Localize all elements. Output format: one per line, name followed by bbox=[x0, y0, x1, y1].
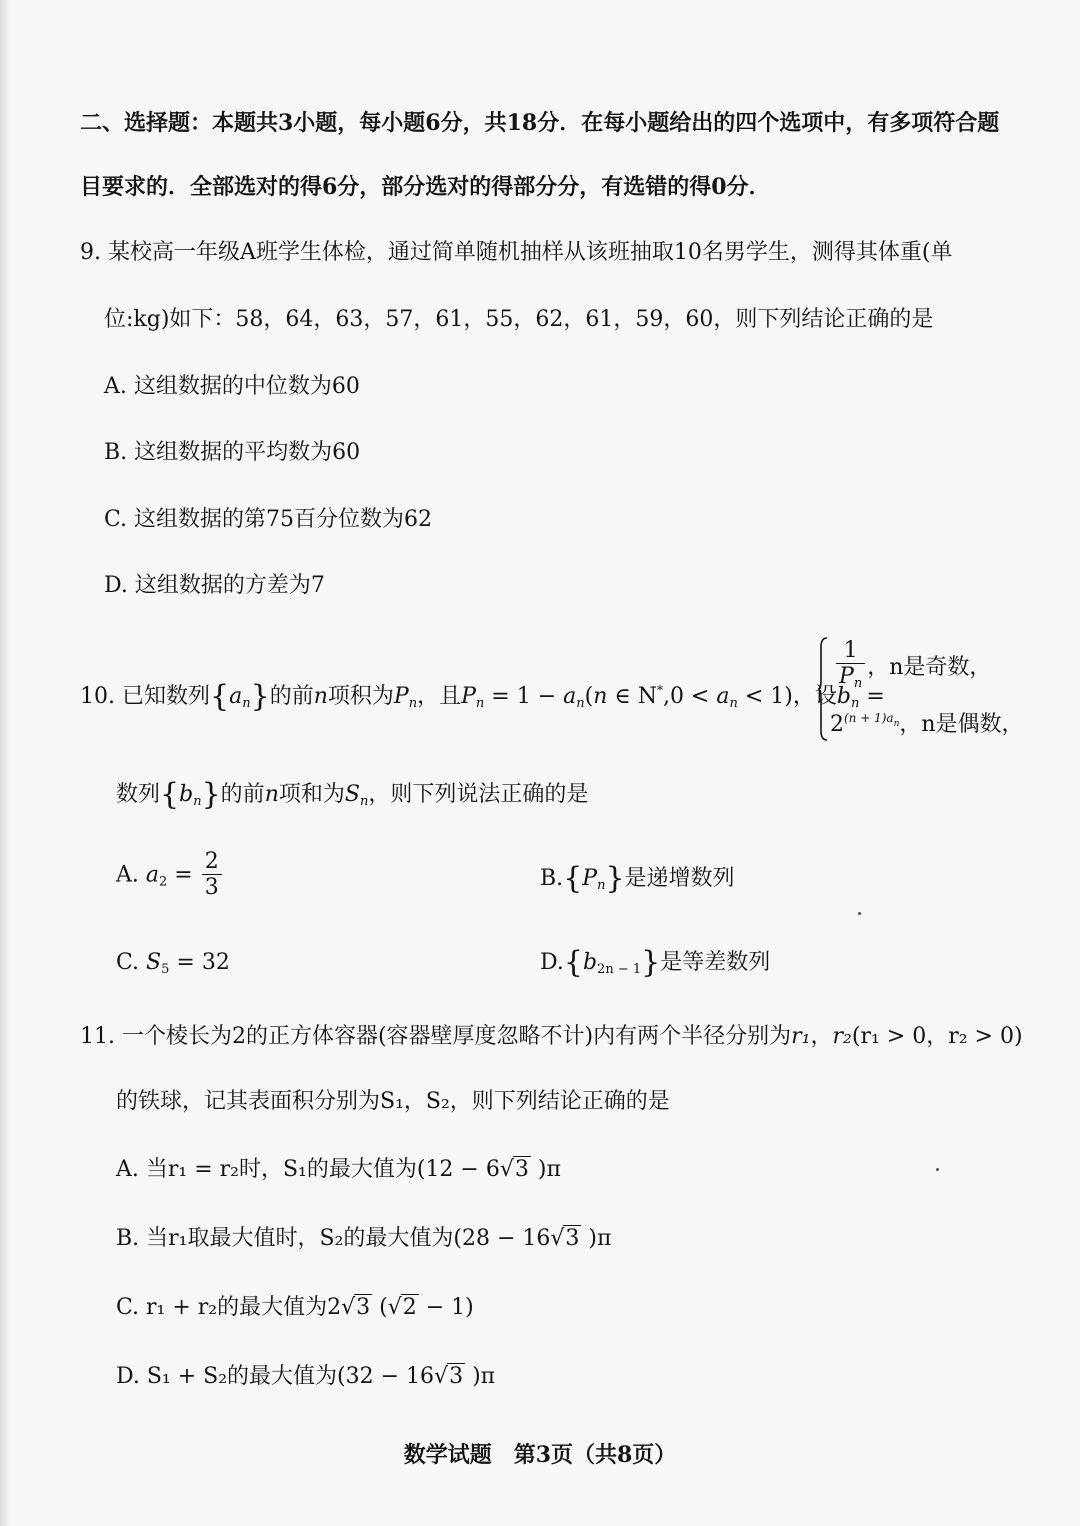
q9-option-a: A. 这组数据的中位数为60 bbox=[104, 374, 360, 399]
q9-option-b: B. 这组数据的平均数为60 bbox=[104, 440, 361, 465]
section-heading-line1: 二、选择题：本题共3小题，每小题6分，共18分．在每小题给出的四个选项中，有多项符合题 bbox=[80, 110, 1000, 136]
q11-option-b: B. 当r₁取最大值时，S₂的最大值为(28 − 16√3 )π bbox=[116, 1226, 612, 1251]
section-heading-line2: 目要求的．全部选对的得6分，部分选对的得部分分，有选错的得0分． bbox=[80, 174, 771, 200]
page-footer: 数学试题 第3页（共8页） bbox=[403, 1442, 677, 1468]
q10-option-c: C. $S_5 = 32$ bbox=[116, 950, 230, 977]
q10-piecewise bbox=[818, 637, 1024, 743]
scan-speck bbox=[936, 1168, 939, 1171]
q10-option-a: A. $a_2$ = $\frac{2}{3}$ bbox=[116, 850, 224, 901]
q11-stem-line2: 的铁球，记其表面积分别为S₁，S₂，则下列结论正确的是 bbox=[116, 1089, 670, 1114]
left-brace bbox=[818, 637, 828, 741]
scan-speck bbox=[858, 912, 861, 915]
q10-stem-line2: 数列$\{b_n\}$的前n项和为$S_n$，则下列说法正确的是 bbox=[116, 777, 589, 812]
q10-stem-line1: 10. 已知数列$\{a_n\}$的前n项积为$P_n$，且$P_n = 1 - a_n(n$ ∈ $N^*,0 < a_n < 1$)，设$b_n$ = bbox=[80, 679, 885, 714]
q10-case-odd: $\frac{1}{P_n}$ ，n是奇数， bbox=[834, 639, 991, 697]
q11-stem-line1: 11. 一个棱长为2的正方体容器(容器壁厚度忽略不计)内有两个半径分别为r₁，r₂(r₁ > 0，r₂ > 0) bbox=[80, 1024, 1023, 1049]
q10-option-b: $B.\{P_n\}$是递增数列 bbox=[540, 861, 735, 896]
q11-option-c: C. r₁ + r₂的最大值为2√3 (√2 − 1) bbox=[116, 1295, 474, 1320]
q10-option-d: $D.\{b_{2n - 1}\}$是等差数列 bbox=[540, 945, 771, 980]
q11-option-a: A. 当r₁ = r₂时，S₁的最大值为(12 − 6√3 )π bbox=[116, 1157, 561, 1182]
q9-stem-line2: 位:kg)如下：58，64，63，57，61，55，62，61，59，60，则下列结论正确的是 bbox=[104, 307, 934, 332]
q9-stem-line1: 9. 某校高一年级A班学生体检，通过简单随机抽样从该班抽取10名男学生，测得其体重(单 bbox=[80, 240, 953, 265]
q11-option-d: D. S₁ + S₂的最大值为(32 − 16√3 )π bbox=[116, 1364, 496, 1389]
scan-edge-shadow bbox=[0, 0, 10, 1526]
q9-option-c: C. 这组数据的第75百分位数为62 bbox=[104, 507, 433, 532]
q10-number: 10. bbox=[80, 684, 115, 709]
q9-option-d: D. 这组数据的方差为7 bbox=[104, 573, 325, 598]
q10-case-even: $2^{(n + 1)a_n}$，n是偶数， bbox=[830, 711, 1024, 737]
